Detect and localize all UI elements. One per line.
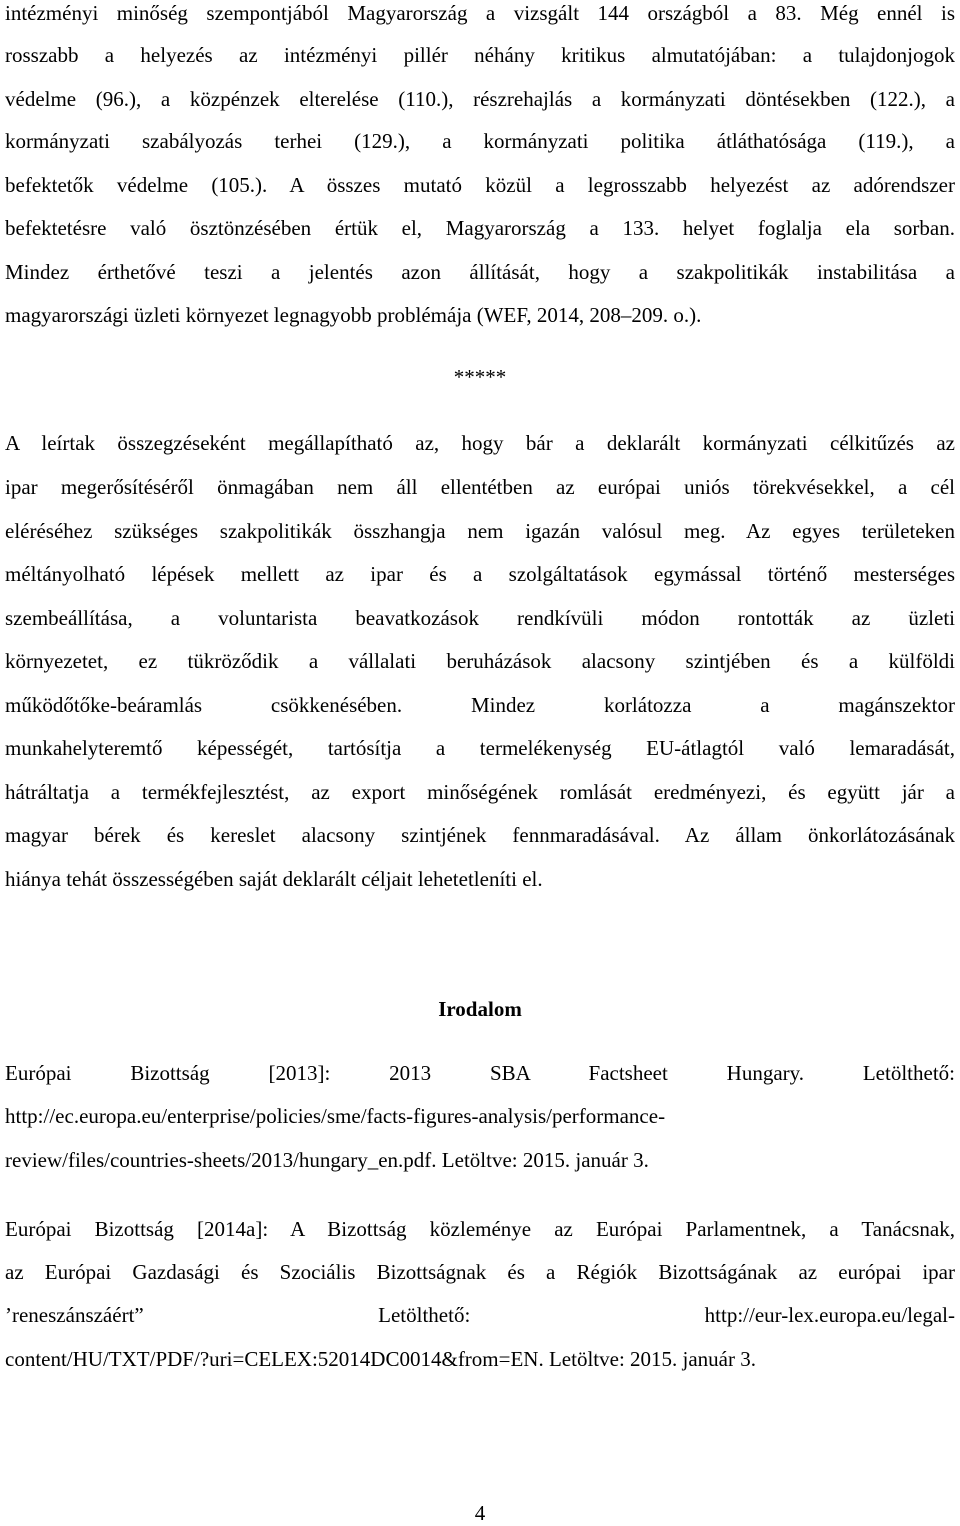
- text-line: védelme (96.), a közpénzek elterelése (110.), részrehajlás a kormányzati döntésekben (122.), a: [5, 87, 955, 111]
- text-line: intézményi minőség szempontjából Magyarország a vizsgált 144 országból a 83. Még ennél is: [5, 1, 955, 25]
- text-line: befektetők védelme (105.). A összes mutató közül a legrosszabb helyezést az adórendszer: [5, 173, 955, 197]
- reference-url-line: http://ec.europa.eu/enterprise/policies/sme/facts-figures-analysis/performance-: [5, 1104, 666, 1128]
- text-line: rosszabb a helyezés az intézményi pillér néhány kritikus almutatójában: a tulajdonjogok: [5, 43, 955, 67]
- reference-url-line: content/HU/TXT/PDF/?uri=CELEX:52014DC0014&from=EN. Letöltve: 2015. január 3.: [5, 1347, 756, 1371]
- text-line: környezetet, ez tükröződik a vállalati beruházások alacsony szintjében és a külföldi: [5, 649, 955, 673]
- text-line: Mindez érthetővé teszi a jelentés azon állítását, hogy a szakpolitikák instabilitása a: [5, 260, 955, 284]
- text-line: ipar megerősítéséről önmagában nem áll ellentétben az európai uniós törekvésekkel, a cél: [5, 475, 955, 499]
- text-line: hiánya tehát összességében saját deklarált céljait lehetetleníti el.: [5, 867, 543, 891]
- text-line: befektetésre való ösztönzésében értük el, Magyarország a 133. helyet foglalja ela sorban.: [5, 216, 955, 240]
- text-line: A leírtak összegzéseként megállapítható az, hogy bár a deklarált kormányzati célkitűzés az: [5, 431, 955, 455]
- text-line: munkahelyteremtő képességét, tartósítja a termelékenység EU-átlagtól való lemaradását,: [5, 736, 955, 760]
- text-line: működőtőke-beáramlás csökkenésében. Mindez korlátozza a magánszektor: [5, 693, 955, 717]
- section-heading: Irodalom: [438, 997, 522, 1021]
- text-line: magyar bérek és kereslet alacsony szintjének fennmaradásával. Az állam önkorlátozásának: [5, 823, 955, 847]
- page-number: 4: [474, 1501, 486, 1525]
- section-separator: *****: [453, 365, 507, 389]
- text-line: hátráltatja a termékfejlesztést, az export minőségének romlását eredményezi, és együtt jár a: [5, 780, 955, 804]
- text-line: kormányzati szabályozás terhei (129.), a kormányzati politika átláthatósága (119.), a: [5, 129, 955, 153]
- text-line: Európai Bizottság [2013]: 2013 SBA Factsheet Hungary. Letölthető:: [5, 1061, 955, 1085]
- text-line: review/files/countries-sheets/2013/hungary_en.pdf. Letöltve: 2015. január 3.: [5, 1148, 649, 1172]
- text-line: szembeállítása, a voluntarista beavatkozások rendkívüli módon rontották az üzleti: [5, 606, 955, 630]
- text-line: eléréséhez szükséges szakpolitikák összhangja nem igazán valósul meg. Az egyes területeken: [5, 519, 955, 543]
- text-line: magyarországi üzleti környezet legnagyobb problémája (WEF, 2014, 208–209. o.).: [5, 303, 702, 327]
- text-line: méltányolható lépések mellett az ipar és a szolgáltatások egymással történő mesterséges: [5, 562, 955, 586]
- text-line: Európai Bizottság [2014a]: A Bizottság közleménye az Európai Parlamentnek, a Tanácsnak,: [5, 1217, 955, 1241]
- text-line: ’reneszánszáért” Letölthető: http://eur-lex.europa.eu/legal-: [5, 1303, 955, 1327]
- text-line: az Európai Gazdasági és Szociális Bizottságnak és a Régiók Bizottságának az európai ipar: [5, 1260, 955, 1284]
